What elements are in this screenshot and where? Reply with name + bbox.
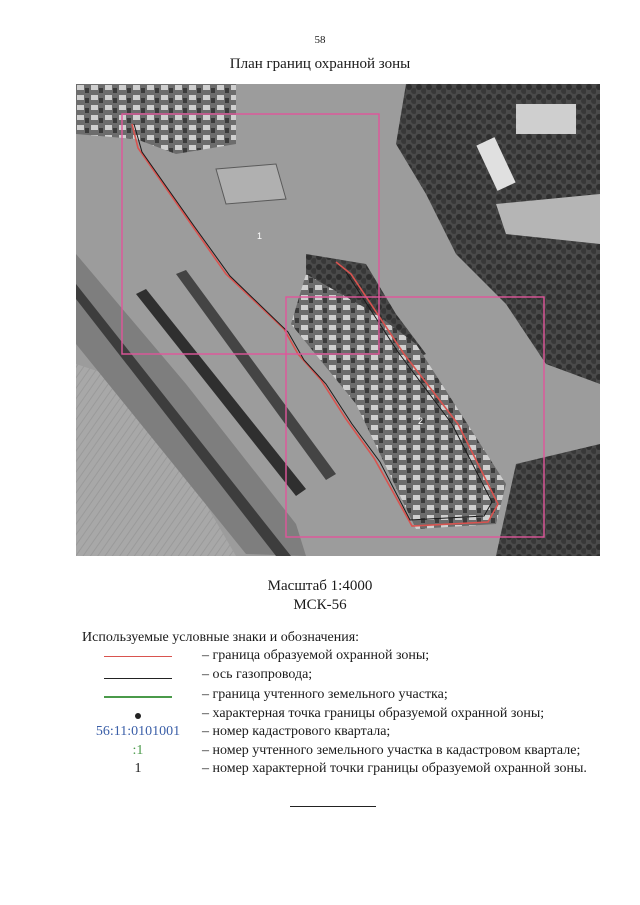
legend-text: – номер кадастрового квартала;	[202, 724, 391, 739]
page-number: 58	[314, 34, 326, 46]
page-title: План границ охранной зоны	[229, 56, 411, 72]
crs-text: МСК-56	[293, 597, 347, 613]
legend-symbol	[100, 743, 176, 761]
legend-symbol	[100, 667, 176, 685]
legend-symbol	[100, 706, 176, 724]
fenced-plot	[216, 164, 286, 204]
legend-text: – номер учтенного земельного участка в кадастровом квартале;	[202, 743, 581, 758]
legend-symbol	[100, 687, 176, 705]
legend-text: – характерная точка границы образуемой охранной зоны;	[202, 706, 545, 721]
legend-heading: Используемые условные знаки и обозначения:	[82, 630, 360, 645]
legend-symbol	[95, 724, 181, 742]
aerial-map	[76, 84, 600, 556]
legend-item-plot-number	[0, 743, 640, 761]
legend-item-point	[0, 706, 640, 724]
signature-rule	[290, 806, 376, 807]
legend-text: – номер характерной точки границы образуемой охранной зоны.	[202, 761, 587, 776]
point-number-symbol: 1	[134, 761, 142, 776]
aerial-map-svg	[76, 84, 600, 556]
red-line-symbol	[104, 656, 172, 657]
black-line-symbol	[104, 678, 172, 679]
cadastral-quarter-symbol: 56:11:0101001	[95, 724, 181, 739]
legend-text: – граница образуемой охранной зоны;	[202, 648, 430, 663]
green-line-symbol	[104, 696, 172, 698]
legend-item-point-number	[0, 761, 640, 779]
legend-item-land-plot	[0, 687, 640, 705]
legend-item-gas-axis	[0, 667, 640, 685]
legend-text: – граница учтенного земельного участка;	[202, 687, 448, 702]
building	[516, 104, 576, 134]
dot-symbol	[135, 713, 141, 719]
sheet-label-2: 2	[418, 416, 424, 426]
plot-number-symbol: :1	[132, 743, 144, 758]
legend-item-zone-boundary	[0, 648, 640, 666]
legend-text: – ось газопровода;	[202, 667, 313, 682]
legend-symbol	[100, 648, 176, 666]
legend-item-cadastral-quarter	[0, 724, 640, 742]
sheet-label-1: 1	[257, 231, 263, 241]
scale-text: Масштаб 1:4000	[267, 578, 373, 594]
legend-symbol	[100, 761, 176, 779]
